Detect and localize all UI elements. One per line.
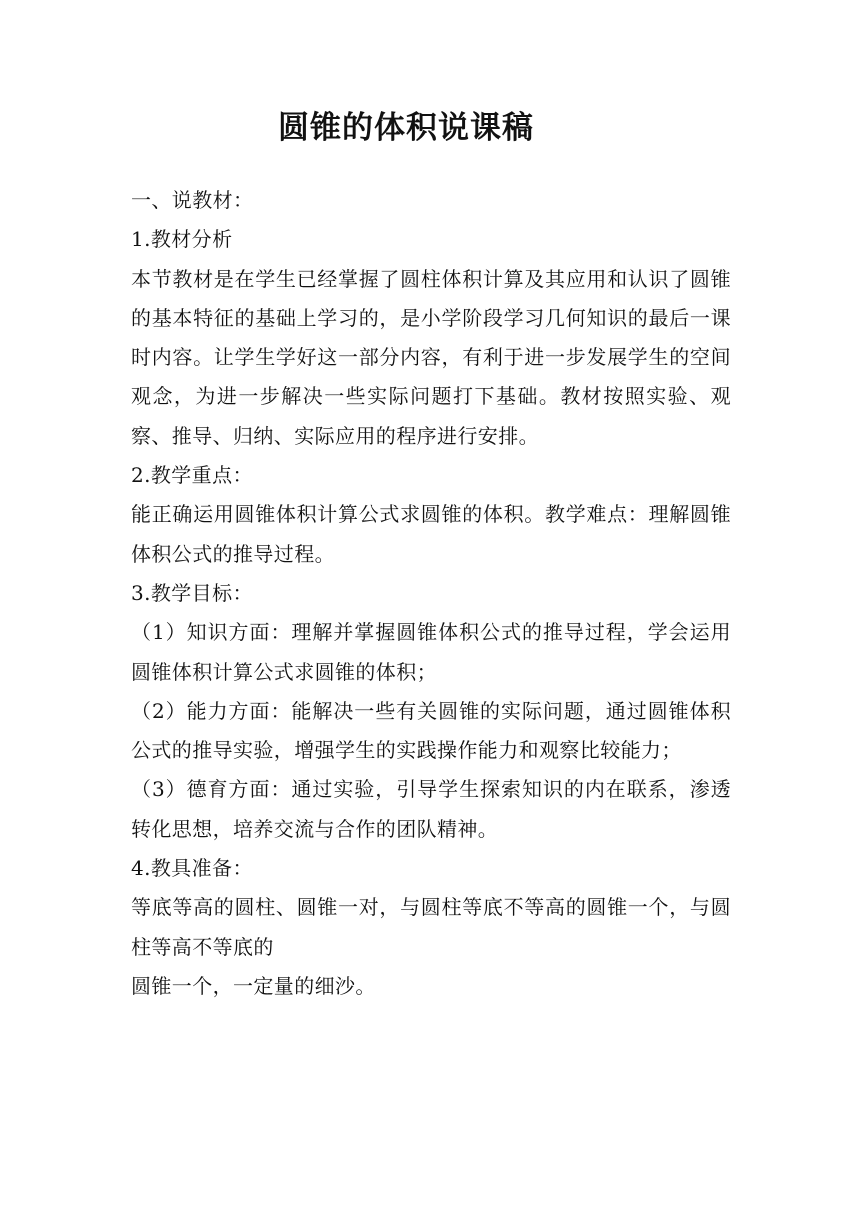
subheading-material-analysis: 1.教材分析 [131, 227, 233, 252]
document-title: 圆锥的体积说课稿 [278, 110, 534, 146]
paragraph-goal-moral: （3）德育方面：通过实验，引导学生探索知识的内在联系，渗透转化思想，培养交流与合作的团队精神。 [131, 777, 731, 841]
document-body [131, 181, 731, 1006]
paragraph-teaching-aids: 等底等高的圆柱、圆锥一对，与圆柱等底不等高的圆锥一个，与圆柱等高不等底的 [131, 895, 731, 959]
paragraph-material-analysis: 本节教材是在学生已经掌握了圆柱体积计算及其应用和认识了圆锥的基本特征的基础上学习的，是小学阶段学习几何知识的最后一课时内容。让学生学好这一部分内容，有利于进一步发展学生的空间观念，为进一步解决一些实际问题打下基础。教材按照实验、观察、推导、归纳、实际应用的程序进行安排。 [131, 266, 731, 448]
section-heading-teaching-material: 一、说教材： [131, 188, 254, 212]
paragraph-goal-ability: （2）能力方面：能解决一些有关圆锥的实际问题，通过圆锥体积公式的推导实验，增强学生的实践操作能力和观察比较能力； [131, 698, 731, 763]
paragraph-teaching-focus: 能正确运用圆锥体积计算公式求圆锥的体积。教学难点：理解圆锥体积公式的推导过程。 [131, 502, 731, 566]
paragraph-goal-knowledge: （1）知识方面：理解并掌握圆锥体积公式的推导过程，学会运用圆锥体积计算公式求圆锥的体积； [131, 620, 731, 684]
paragraph-teaching-aids-continued: 圆锥一个，一定量的细沙。 [131, 973, 376, 998]
subheading-teaching-focus: 2.教学重点： [131, 463, 253, 488]
subheading-teaching-aids: 4.教具准备： [131, 856, 253, 881]
subheading-teaching-goals: 3.教学目标： [131, 580, 253, 605]
